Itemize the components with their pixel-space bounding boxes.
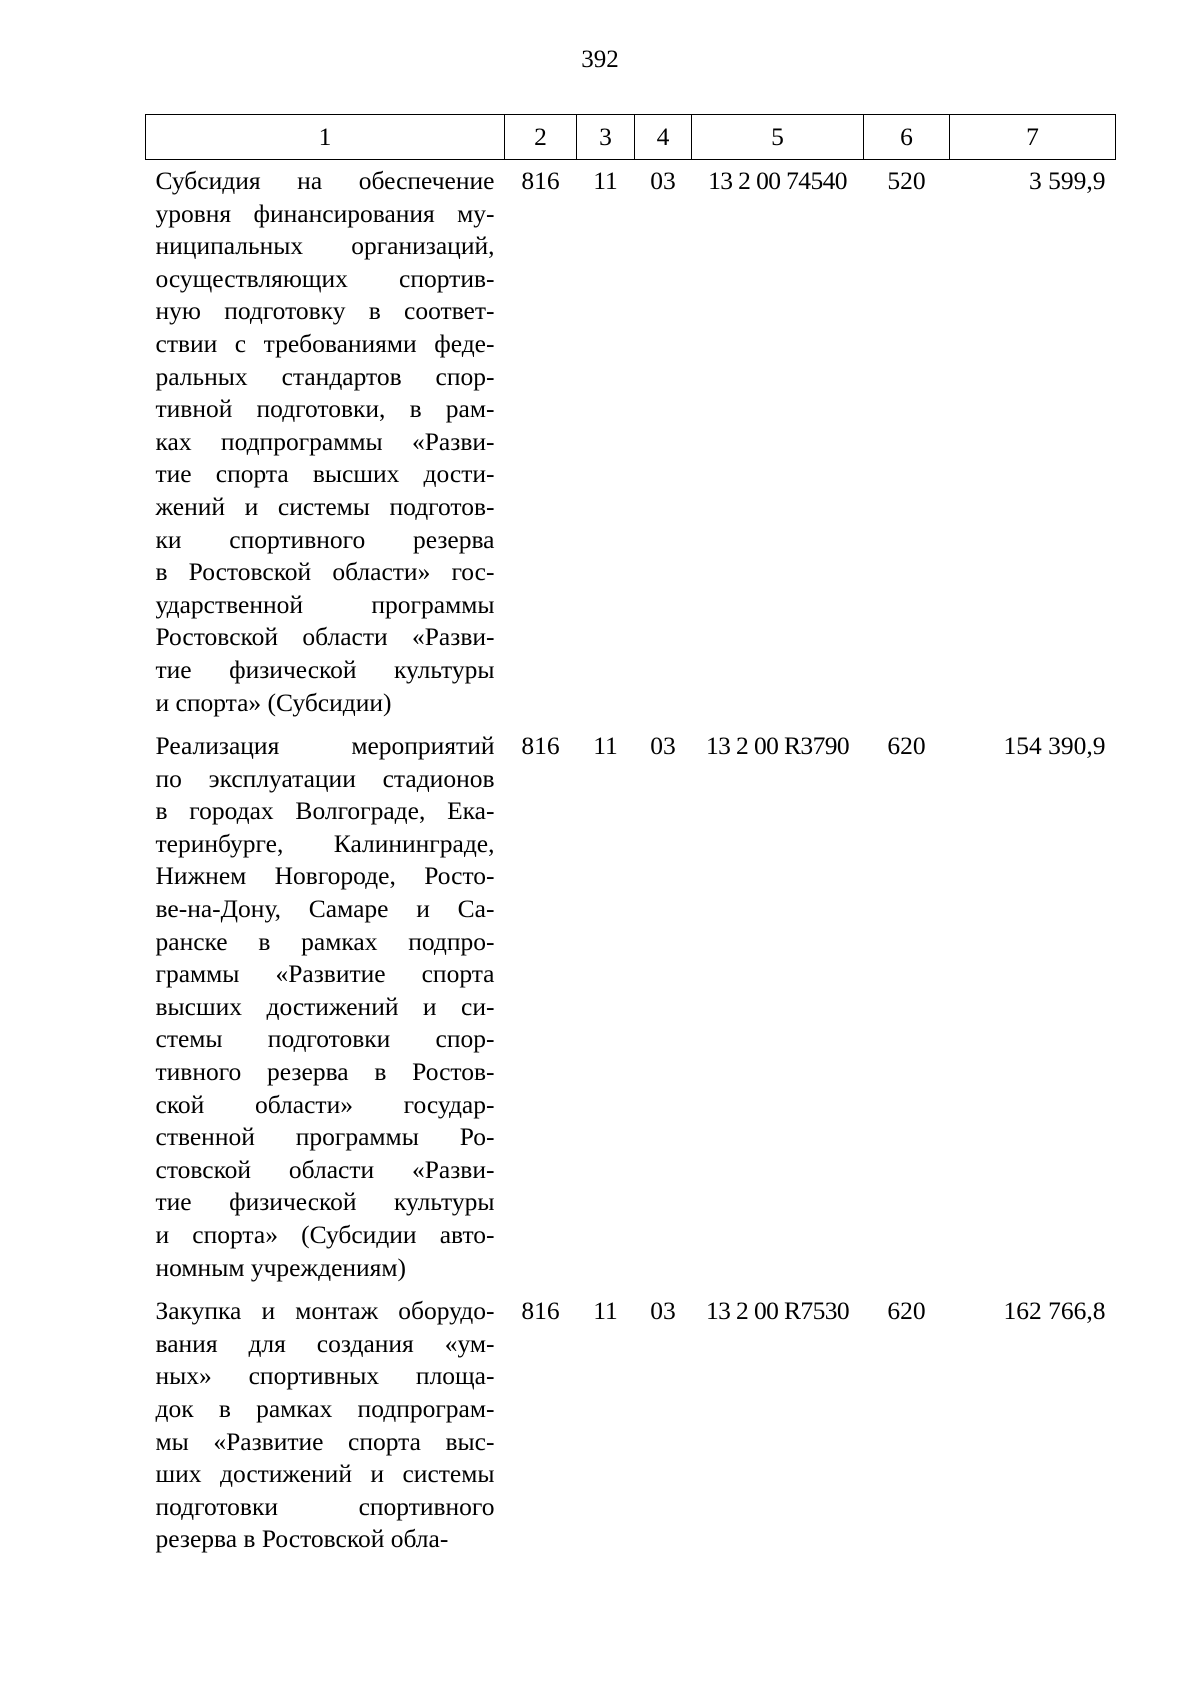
description-line: стемы подготовки спор- <box>155 1024 495 1054</box>
page-number: 392 <box>581 46 619 73</box>
description-line: Ростовской области «Разви- <box>155 622 495 652</box>
description-line: тивной подготовки, в рам- <box>155 394 495 424</box>
description-line: по эксплуатации стадионов <box>155 763 495 793</box>
section-code: 11 <box>593 1296 618 1326</box>
subsection-code: 03 <box>650 166 676 195</box>
description-line: ранске в рамках подпро- <box>155 926 495 956</box>
description-line: ской области» государ- <box>155 1089 495 1119</box>
description-line: док в рамках подпрограм- <box>155 1393 495 1423</box>
section-code: 11 <box>593 731 618 761</box>
column-header: 5 <box>692 115 864 160</box>
column-header: 6 <box>864 115 950 160</box>
description-line: Реализация мероприятий <box>155 731 495 761</box>
description-line: номным учреждениям) <box>155 1252 407 1282</box>
description-line: ве-на-Дону, Самаре и Са- <box>155 894 495 924</box>
column-header: 4 <box>635 115 692 160</box>
column-header: 2 <box>505 115 577 160</box>
description-line: стовской области «Разви- <box>155 1154 495 1184</box>
table-header <box>146 115 1116 160</box>
row-description <box>146 725 505 1290</box>
description-line: тивного резерва в Ростов- <box>155 1057 495 1087</box>
section-code: 11 <box>593 166 618 195</box>
column-header: 1 <box>146 115 505 160</box>
description-line: осуществляющих спортив- <box>155 263 495 293</box>
budget-table <box>145 114 1116 1562</box>
description-line: тие спорта высших дости- <box>155 459 495 489</box>
description-line: Нижнем Новгороде, Росто- <box>155 861 495 891</box>
description-line: ных» спортивных площа- <box>155 1361 495 1391</box>
description-line: граммы «Развитие спорта <box>155 959 495 989</box>
description-line: ках подпрограммы «Разви- <box>155 426 495 456</box>
table-row <box>146 160 1116 726</box>
amount: 162 766,8 <box>1003 1296 1106 1326</box>
description-line: подготовки спортивного <box>155 1491 495 1521</box>
description-line: в Ростовской области» гос- <box>155 557 495 587</box>
description-line: и спорта» (Субсидии) <box>155 687 392 717</box>
description-line: вания для создания «ум- <box>155 1328 495 1358</box>
subsection-code: 03 <box>650 731 676 761</box>
amount: 3 599,9 <box>1029 166 1106 195</box>
column-header: 3 <box>577 115 635 160</box>
table-row <box>146 725 1116 1290</box>
description-line: ральных стандартов спор- <box>155 361 495 391</box>
expense-type-code: 520 <box>887 166 926 195</box>
expense-type-code: 620 <box>887 1296 926 1326</box>
admin-code: 816 <box>521 731 560 761</box>
target-article-code: 13 2 00 R3790 <box>705 731 850 761</box>
table-row <box>146 1290 1116 1562</box>
row-description <box>146 1290 505 1562</box>
description-line: жений и системы подготов- <box>155 491 495 521</box>
expense-type-code: 620 <box>887 731 926 761</box>
description-line: ударственной программы <box>155 589 495 619</box>
target-article-code: 13 2 00 R7530 <box>705 1296 850 1326</box>
description-line: Субсидия на обеспечение <box>155 166 495 195</box>
description-line: тие физической культуры <box>155 654 495 684</box>
description-line: в городах Волгограде, Ека- <box>155 796 495 826</box>
description-line: и спорта» (Субсидии авто- <box>155 1220 495 1249</box>
description-line: тие физической культуры <box>155 1187 495 1217</box>
description-line: ниципальных организаций, <box>155 231 495 261</box>
description-line: резерва в Ростовской обла- <box>155 1524 449 1554</box>
target-article-code: 13 2 00 74540 <box>708 166 847 195</box>
description-line: ствии с требованиями феде- <box>155 328 495 358</box>
admin-code: 816 <box>521 1296 560 1326</box>
subsection-code: 03 <box>650 1296 676 1326</box>
admin-code: 816 <box>521 166 560 195</box>
description-line: Закупка и монтаж оборудо- <box>155 1296 495 1326</box>
row-description <box>146 160 505 726</box>
column-header: 7 <box>950 115 1116 160</box>
header-row <box>146 115 1116 160</box>
description-line: ственной программы Ро- <box>155 1122 495 1152</box>
description-line: теринбурге, Калининграде, <box>155 828 495 858</box>
description-line: ки спортивного резерва <box>155 524 495 554</box>
description-line: мы «Развитие спорта выс- <box>155 1426 495 1456</box>
description-line: уровня финансирования му- <box>155 198 495 228</box>
description-line: ших достижений и системы <box>155 1459 495 1489</box>
amount: 154 390,9 <box>1003 731 1106 761</box>
description-line: высших достижений и си- <box>155 991 495 1021</box>
table-body <box>146 160 1116 1562</box>
description-line: ную подготовку в соответ- <box>155 296 495 326</box>
